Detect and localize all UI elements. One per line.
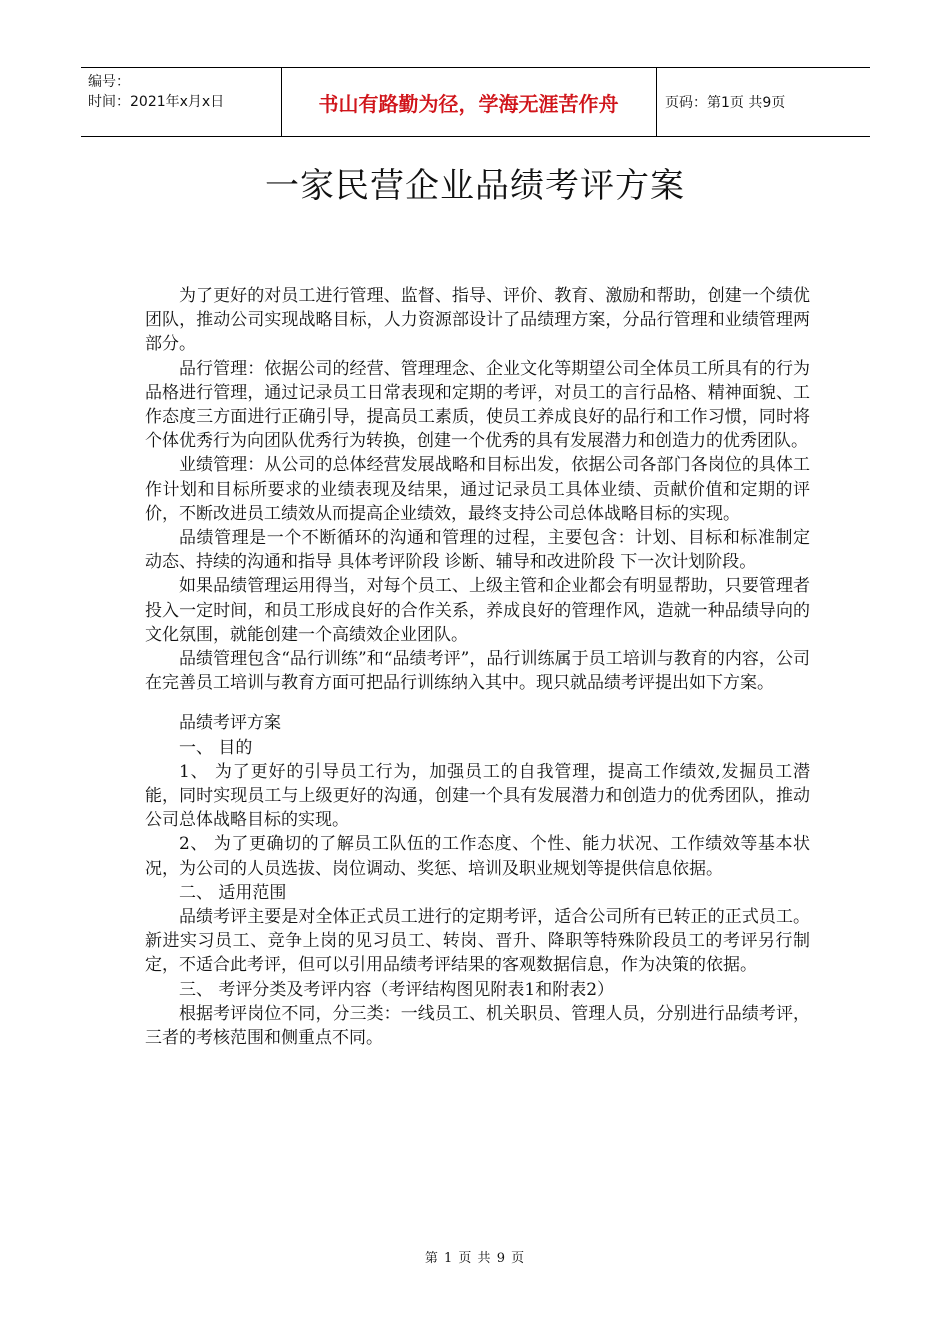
document-header [81,67,870,137]
page-footer: 第 1 页 共 9 页 [424,1251,526,1266]
paragraph: 2、 为了更确切的了解员工队伍的工作态度、个性、能力状况、工作绩效等基本状况，为公司的人员选拔、岗位调动、奖惩、培训及职业规划等提供信息依据。 [145,834,810,879]
section-heading: 品绩考评方案 [179,713,281,734]
paragraph: 品行管理：依据公司的经营、管理理念、企业文化等期望公司全体员工所具有的行为品格进行管理，通过记录员工日常表现和定期的考评，对员工的言行品格、精神面貌、工作态度三方面进行正确引导，提高员工素质，使员工养成良好的品行和工作习惯，同时将个体优秀行为向团队优秀行为转换，创建一个优秀的具有发展潜力和创造力的优秀团队。 [145,358,810,452]
paragraph: 为了更好的对员工进行管理、监督、指导、评价、教育、激励和帮助，创建一个绩优团队，推动公司实现战略目标，人力资源部设计了品绩理方案，分品行管理和业绩管理两部分。 [145,286,810,355]
paragraph: 品绩管理包含“品行训练”和“品绩考评”，品行训练属于员工培训与教育的内容，公司在完善员工培训与教育方面可把品行训练纳入其中。现只就品绩考评提出如下方案。 [145,649,810,694]
header-divider [656,68,657,136]
paragraph: 1、 为了更好的引导员工行为，加强员工的自我管理，提高工作绩效,发掘员工潜能，同时实现员工与上级更好的沟通，创建一个具有发展潜力和创造力的优秀团队，推动公司总体战略目标的实现。 [145,761,810,831]
header-meta [88,72,278,112]
code-label: 编号： [88,74,130,90]
paragraph: 品绩管理是一个不断循环的沟通和管理的过程，主要包含：计划、目标和标准制定 动态、持续的沟通和指导 具体考评阶段 诊断、辅导和改进阶段 下一次计划阶段。 [145,528,810,573]
paragraph: 业绩管理：从公司的总体经营发展战略和目标出发，依据公司各部门各岗位的具体工作计划和目标所要求的业绩表现及结果，通过记录员工具体业绩、贡献价值和定期的评价，不断改进员工绩效从而提高企业绩效，最终支持公司总体战略目标的实现。 [145,455,810,524]
paragraph: 根据考评岗位不同，分三类：一线员工、机关职员、管理人员，分别进行品绩考评，三者的考核范围和侧重点不同。 [145,1003,810,1049]
date-label: 时间：2021年x月x日 [88,94,225,110]
header-page-info: 页码：第1页 共9页 [665,95,786,111]
section-heading: 二、 适用范围 [179,882,287,903]
header-motto: 书山有路勤为径，学海无涯苦作舟 [318,91,619,116]
section-heading: 一、 目的 [179,737,253,758]
document-body [145,284,810,1050]
document-title: 一家民营企业品绩考评方案 [265,166,685,206]
paragraph: 如果品绩管理运用得当，对每个员工、上级主管和企业都会有明显帮助，只要管理者投入一定时间，和员工形成良好的合作关系，养成良好的管理作风，造就一种品绩导向的文化氛围，就能创建一个高绩效企业团队。 [145,576,810,645]
section-heading: 三、 考评分类及考评内容（考评结构图见附表1和附表2） [179,979,615,1000]
paragraph: 品绩考评主要是对全体正式员工进行的定期考评，适合公司所有已转正的正式员工。新进实习员工、竞争上岗的见习员工、转岗、晋升、降职等特殊阶段员工的考评另行制定，不适合此考评，但可以引用品绩考评结果的客观数据信息，作为决策的依据。 [145,907,810,976]
